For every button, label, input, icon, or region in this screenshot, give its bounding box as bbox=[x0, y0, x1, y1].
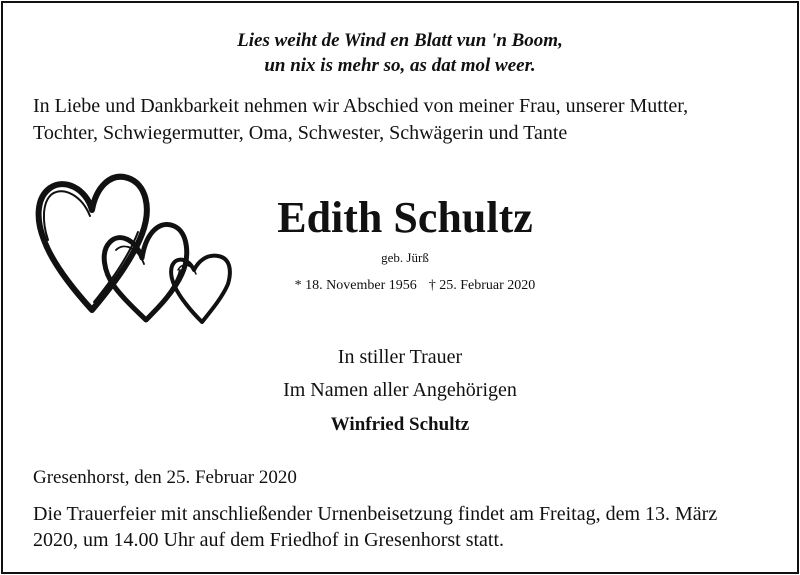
intro-line-2: Tochter, Schwiegermutter, Oma, Schwester, Schwägerin und Tante bbox=[33, 122, 568, 144]
ceremony-line-1: Die Trauerfeier mit anschließender Urnenbeisetzung findet am Freitag, dem 13. März bbox=[33, 503, 718, 525]
mourning-line-2: Im Namen aller Angehörigen bbox=[283, 379, 517, 401]
deceased-name: Edith Schultz bbox=[277, 193, 533, 242]
birth-name: geb. Jürß bbox=[381, 250, 429, 265]
birth-date: * 18. November 1956 bbox=[294, 278, 417, 293]
place-and-date: Gresenhorst, den 25. Februar 2020 bbox=[33, 467, 297, 488]
ceremony-line-2: 2020, um 14.00 Uhr auf dem Friedhof in Gresenhorst statt. bbox=[33, 529, 505, 551]
intro-line-1: In Liebe und Dankbarkeit nehmen wir Abschied von meiner Frau, unserer Mutter, bbox=[33, 95, 689, 117]
motto-line-2: un nix is mehr so, as dat mol weer. bbox=[264, 55, 536, 76]
mourning-line-1: In stiller Trauer bbox=[337, 346, 463, 368]
life-dates bbox=[270, 278, 560, 294]
death-date: † 25. Februar 2020 bbox=[428, 278, 536, 293]
motto-line-1: Lies weiht de Wind en Blatt vun 'n Boom, bbox=[237, 30, 563, 51]
three-hearts-icon bbox=[34, 170, 234, 330]
signer-name: Winfried Schultz bbox=[330, 414, 470, 435]
